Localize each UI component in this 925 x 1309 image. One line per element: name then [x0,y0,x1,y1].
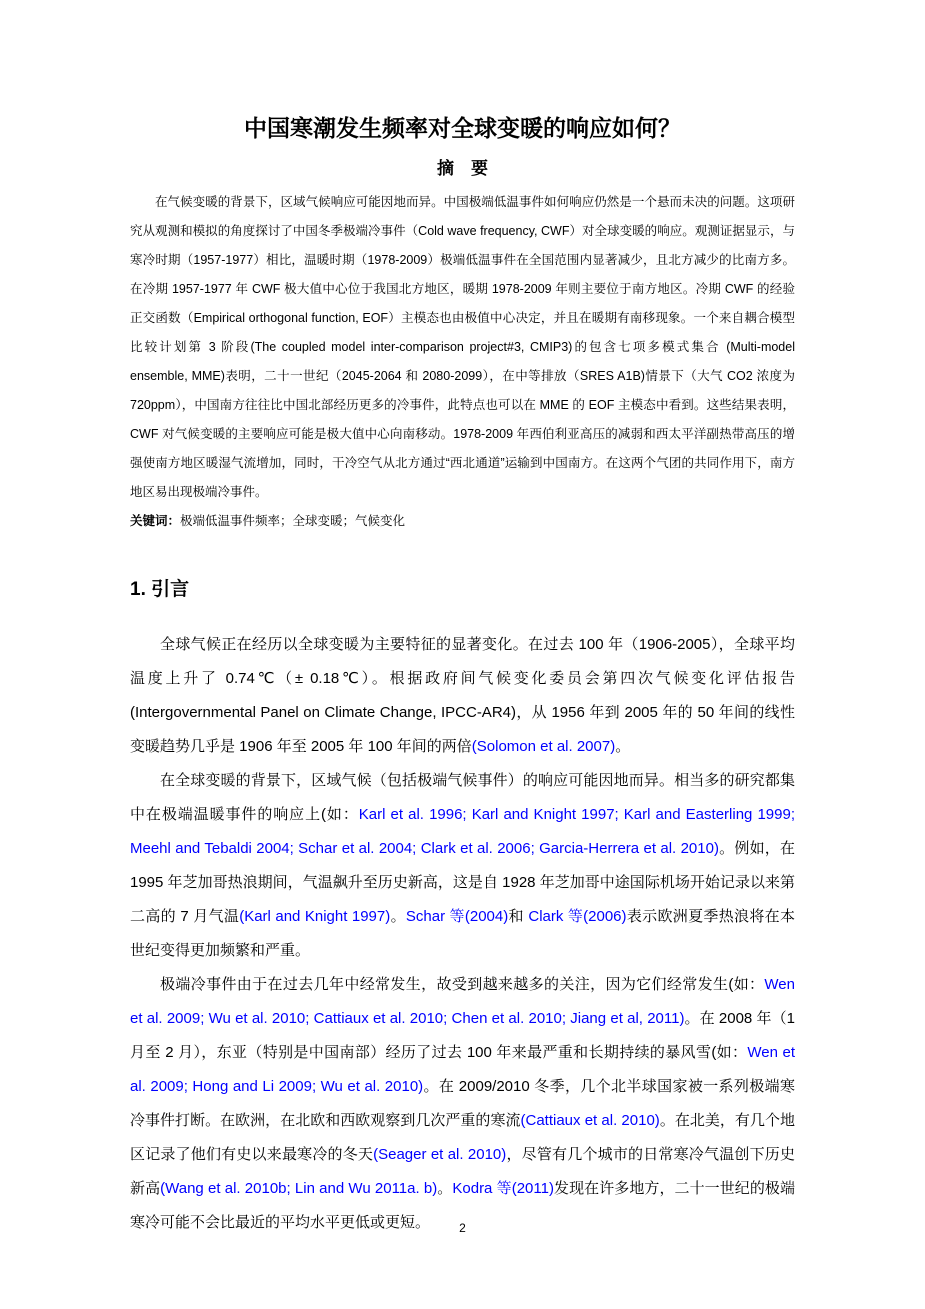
page-number: 2 [459,1221,466,1235]
citation-link[interactable]: (Solomon et al. 2007) [471,738,616,755]
text-run: 。例如，在 1995 年芝加哥热浪期间，气温飙升至历史新高，这是自 1928 年芝加哥中途国际机场开始记录以来第二高的 7 月气温 [130,840,795,925]
paper-title: 中国寒潮发生频率对全球变暖的响应如何？ [244,115,681,141]
citation-link[interactable]: (Seager et al. 2010) [373,1146,507,1163]
abstract-heading: 摘 要 [437,159,488,178]
text-run: 发现在许多地方，二十一世纪的极端寒冷可能不会比最近的平均水平更低或更短。 [130,1180,795,1231]
text-run: 极端低温事件频率；全球变暖；气候变化 [180,514,406,528]
intro-paragraph-3 [130,968,795,1240]
citation-link[interactable]: Karl et al. 1996; Karl and Knight 1997; Karl and Easterling 1999; Meehl and Tebaldi 2004; Schar et al. 2004; Clark et al. 2006; Garcia-Herrera et al. 2010) [130,806,795,857]
citation-link[interactable]: (Karl and Knight 1997) [239,908,391,925]
abstract-body: 在气候变暖的背景下，区域气候响应可能因地而异。中国极端低温事件如何响应仍然是一个悬而未决的问题。这项研究从观测和模拟的角度探讨了中国冬季极端冷事件（Cold wave frequency, CWF）对全球变暖的响应。观测证据显示，与寒冷时期（1957-1977）相比，温暖时期（1978-2009）极端低温事件在全国范围内显著减少，且北方减少的比南方多。在冷期 1957-1977 年 CWF 极大值中心位于我国北方地区，暖期 1978-2009 年则主要位于南方地区。冷期 CWF 的经验正交函数（Empirical orthogonal function, EOF）主模态也由极值中心决定，并且在暖期有南移现象。一个来自耦合模型比较计划第 3 阶段(The coupled model inter-comparison project#3, CMIP3)的包含七项多模式集合 (Multi-model ensemble, MME)表明，二十一世纪（2045-2064 和 2080-2099），在中等排放（SRES A1B)情景下（大气 CO2 浓度为 720ppm），中国南方往往比中国北部经历更多的冷事件，此特点也可以在 MME 的 EOF 主模态中看到。这些结果表明，CWF 对气候变暖的主要响应可能是极大值中心向南移动。1978-2009 年西伯利亚高压的减弱和西太平洋副热带高压的增强使南方地区暖湿气流增加，同时，干冷空气从北方通过“西北通道”运输到中国南方。在这两个气团的共同作用下，南方地区易出现极端冷事件。 [130,195,795,499]
citation-link[interactable]: (Wang et al. 2010b; Lin and Wu 2011a. b) [160,1180,438,1197]
citation-link[interactable]: Wen et al. 2009; Wu et al. 2010; Cattiaux et al. 2010; Chen et al. 2010; Jiang et al, 2011) [130,976,795,1027]
text-run: 和 [508,908,529,925]
label-text: 关键词： [130,514,181,528]
text-run: 极端冷事件由于在过去几年中经常发生，故受到越来越多的关注，因为它们经常发生(如： [160,976,765,993]
citation-link[interactable]: Wen et al. 2009; Hong and Li 2009; Wu et al. 2010) [130,1044,795,1095]
text-run: 全球气候正在经历以全球变暖为主要特征的显著变化。在过去 100 年（1906-2005），全球平均温度上升了 0.74℃（± 0.18℃）。根据政府间气候变化委员会第四次气候变化评估报告(Intergovernmental Panel on Climate Change, IPCC-AR4)，从 1956 年到 2005 年的 50 年间的线性变暖趋势几乎是 1906 年至 2005 年 100 年间的两倍 [130,636,795,755]
citation-link[interactable]: Schar 等(2004) [405,908,509,925]
text-run: 表示欧洲夏季热浪将在本世纪变得更加频繁和严重。 [130,908,795,959]
text-run: 。 [437,1180,453,1197]
text-run: 。 [390,908,406,925]
keywords-line [130,507,795,536]
text-run: 。在北美，有几个地区记录了他们有史以来最寒冷的冬天 [130,1112,795,1163]
section-heading-introduction: 1. 引言 [130,579,190,600]
citation-link[interactable]: Kodra 等(2011) [452,1180,554,1197]
citation-link[interactable]: (Cattiaux et al. 2010) [520,1112,660,1129]
text-run: 。在 2008 年（1 月至 2 月），东亚（特别是中国南部）经历了过去 100 年来最严重和长期持续的暴风雪(如： [130,1010,796,1061]
text-run: ，尽管有几个城市的日常寒冷气温创下历史新高 [130,1146,795,1197]
text-run: 。 [615,738,631,755]
citation-link[interactable]: Clark 等(2006) [528,908,627,925]
intro-paragraph-2 [130,764,795,968]
text-run: 在全球变暖的背景下，区域气候（包括极端气候事件）的响应可能因地而异。相当多的研究都集中在极端温暖事件的响应上(如： [130,772,795,823]
text-run: 。在 2009/2010 冬季，几个北半球国家被一系列极端寒冷事件打断。在欧洲，在北欧和西欧观察到几次严重的寒流 [130,1078,795,1129]
intro-paragraph-1 [130,628,795,764]
